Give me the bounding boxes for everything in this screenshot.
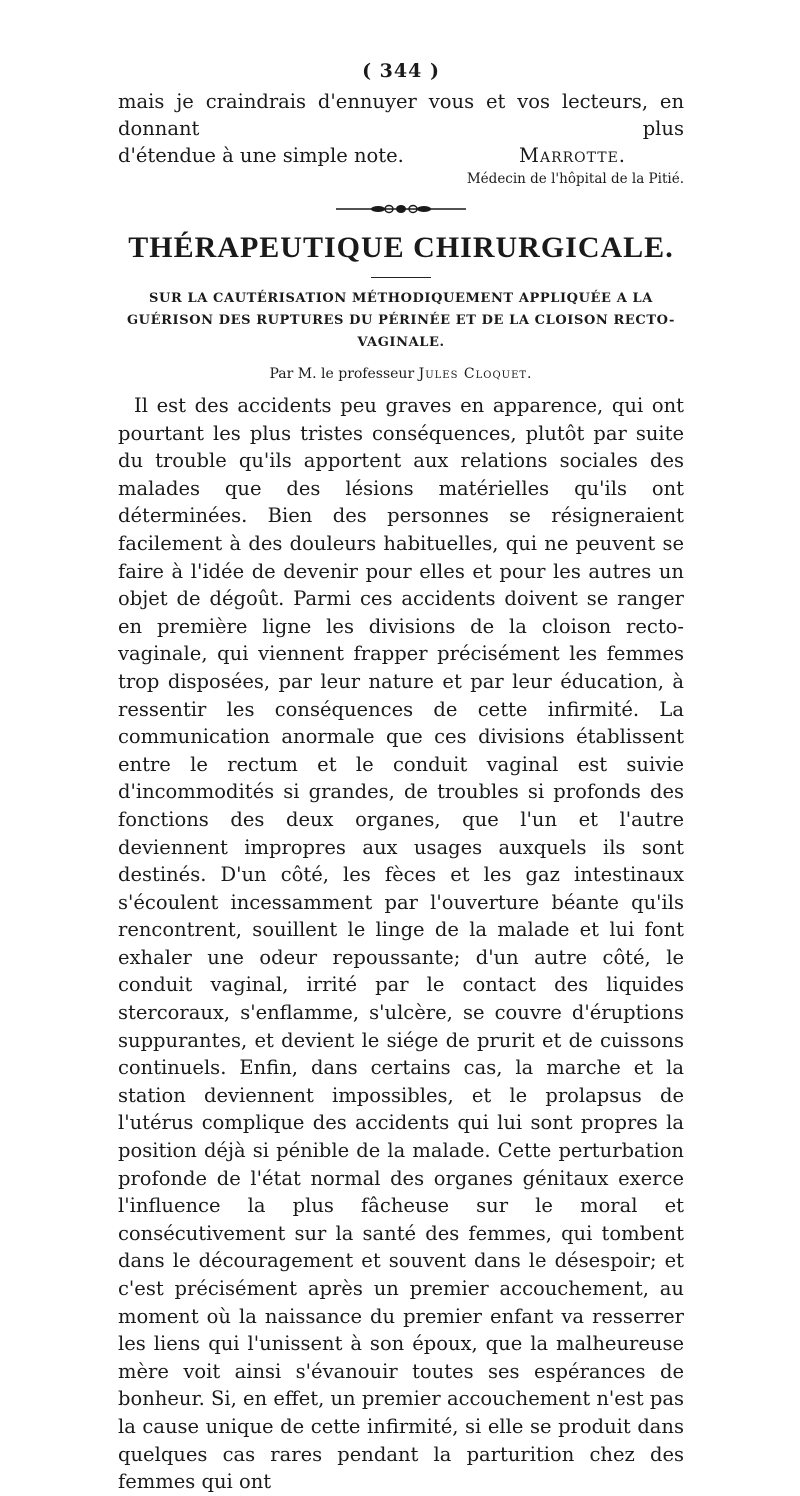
ornament-divider: [336, 203, 466, 215]
previous-article-line-1: mais je craindrais d'ennuyer vous et vos lecteurs, en donnant plus: [118, 90, 684, 140]
article-author: [118, 366, 684, 382]
previous-article-last-line: [118, 142, 684, 169]
article-body-paragraph: Il est des accidents peu graves en apparence, qui ont pourtant les plus tristes conséquences, plutôt par suite du trouble qu'ils apportent aux relations sociales des malades que des lésions matérielles qu'ils ont déterminées. Bien des personnes se résigneraient facilement à des douleurs habituelles, qui ne peuvent se faire à l'idée de devenir pour elles et pour les autres un objet de dégoût. Parmi ces accidents doivent se ranger en première ligne les divisions de la cloison recto-vaginale, qui viennent frapper précisément les femmes trop disposées, par leur nature et par leur éducation, à ressentir les conséquences de cette infirmité. La communication anormale que ces divisions établissent entre le rectum et le conduit vaginal est suivie d'incommodités si grandes, de troubles si profonds des fonctions des deux organes, que l'un et l'autre deviennent impropres aux usages auxquels ils sont destinés. D'un côté, les fèces et les gaz intestinaux s'écoulent incessamment par l'ouverture béante qu'ils rencontrent, souillent le linge de la malade et lui font exhaler une odeur repoussante; d'un autre côté, le conduit vaginal, irrité par le contact des liquides stercoraux, s'enflamme, s'ulcère, se couvre d'éruptions suppurantes, et devient le siége de prurit et de cuissons continuels. Enfin, dans certains cas, la marche et la station deviennent impossibles, et le prolapsus de l'utérus complique des accidents qui lui sont propres la position déjà si pénible de la malade. Cette perturbation profonde de l'état normal des organes génitaux exerce l'influence la plus fâcheuse sur le moral et consécutivement sur la santé des femmes, qui tombent dans le découragement et souvent dans le désespoir; et c'est précisément après un premier accouchement, au moment où la naissance du premier enfant va resserrer les liens qui l'unissent à son époux, que la malheureuse mère voit ainsi s'évanouir toutes ses espérances de bonheur. Si, en effet, un premier accouchement n'est pas la cause unique de cette infirmité, si elle se produit dans quelques cas rares pendant la parturition chez des femmes qui ont: [118, 394, 684, 1494]
page-number: ( 344 ): [362, 60, 440, 82]
article-title: SUR LA CAUTÉRISATION MÉTHODIQUEMENT APPLIQUÉE A LA GUÉRISON DES RUPTURES DU PÉRINÉE ET DE LA CLOISON RECTO-VAGINALE.: [126, 291, 676, 350]
author-prefix: Par M. le professeur: [269, 366, 415, 382]
signature-name: Marrotte.: [519, 144, 626, 167]
article-body: [118, 392, 684, 1496]
signature-affiliation: Médecin de l'hôpital de la Pitié.: [466, 171, 684, 187]
author-name: Jules Cloquet.: [418, 366, 533, 382]
section-title: THÉRAPEUTIQUE CHIRURGICALE.: [128, 231, 674, 264]
previous-article-line-2: d'étendue à une simple note.: [118, 144, 404, 167]
page: [118, 60, 684, 1496]
title-rule: [371, 277, 431, 278]
